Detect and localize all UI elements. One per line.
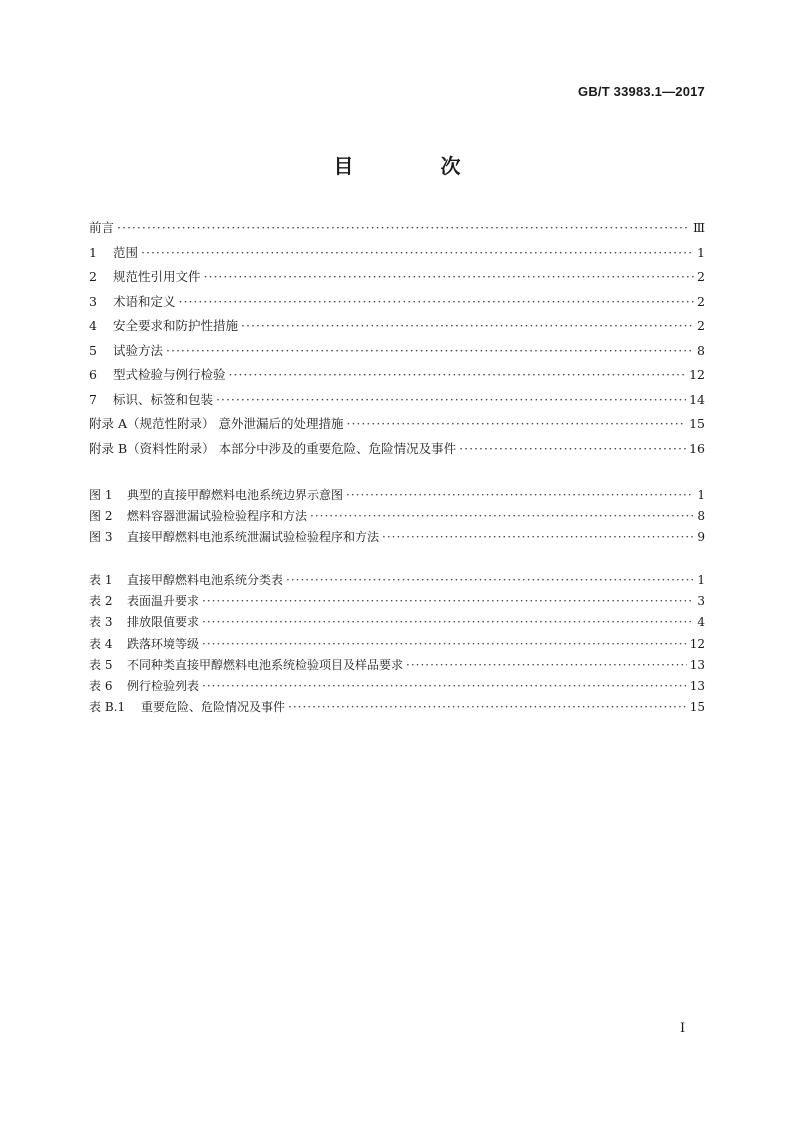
toc-entry-number: 表 6 xyxy=(89,678,113,693)
toc-entry-text: 表面温升要求 xyxy=(127,594,200,609)
toc-entry-number: 图 2 xyxy=(89,509,113,524)
toc-entry-page: 2 xyxy=(697,269,705,284)
toc-entry[interactable] xyxy=(89,390,705,415)
toc-entry-number: 表 3 xyxy=(89,615,113,630)
toc-entry-label xyxy=(89,292,176,310)
toc-entry[interactable] xyxy=(89,507,705,528)
toc-leader-dots xyxy=(406,658,687,672)
toc-entry-text: 典型的直接甲醇燃料电池系统边界示意图 xyxy=(127,488,344,502)
toc-entry-label xyxy=(89,507,307,524)
toc-entry-text: 直接甲醇燃料电池系统分类表 xyxy=(127,573,284,587)
toc-leader-dots xyxy=(382,530,694,544)
toc-entry-number: 表 1 xyxy=(89,573,113,587)
toc-entry-page: 1 xyxy=(697,244,705,260)
toc-entry-text: 标识、标签和包装 xyxy=(113,391,214,407)
toc-main-list xyxy=(89,218,705,463)
toc-leader-dots xyxy=(310,509,694,523)
toc-entry-page: 15 xyxy=(689,700,705,715)
toc-entry-number: 表 5 xyxy=(89,657,113,672)
toc-leader-dots xyxy=(241,318,694,333)
toc-entry-text: 安全要求和防护性措施 xyxy=(113,318,239,333)
toc-leader-dots xyxy=(459,441,686,456)
toc-leader-dots xyxy=(166,343,694,358)
toc-leader-dots xyxy=(117,220,690,235)
toc-entry-text: 直接甲醇燃料电池系统泄漏试验检验程序和方法 xyxy=(127,530,380,545)
toc-figures-list xyxy=(89,486,705,550)
toc-entry-number: 1 xyxy=(89,244,97,260)
toc-entry-label xyxy=(89,218,114,236)
toc-entry-text: 范围 xyxy=(113,244,139,260)
toc-entry-page: 13 xyxy=(689,678,705,693)
toc-entry-label xyxy=(89,656,403,673)
standard-number: GB/T 33983.1—2017 xyxy=(578,84,705,99)
toc-entry-page: 2 xyxy=(697,293,705,309)
toc-entry[interactable] xyxy=(89,571,705,592)
toc-entry-text: 前言 xyxy=(89,220,115,235)
toc-entry-number: 图 3 xyxy=(89,530,113,545)
toc-entry-page: 8 xyxy=(697,509,705,524)
toc-entry-page: 4 xyxy=(697,615,705,630)
toc-entry-text: 型式检验与例行检验 xyxy=(113,367,226,382)
toc-entry[interactable] xyxy=(89,592,705,613)
toc-entry[interactable] xyxy=(89,341,705,366)
toc-entry-text: 重要危险、危险情况及事件 xyxy=(141,700,286,715)
toc-entry-label xyxy=(89,316,238,334)
toc-tables-list xyxy=(89,571,705,719)
toc-entry-label xyxy=(89,592,199,609)
toc-entry-label xyxy=(89,390,213,408)
toc-entry[interactable] xyxy=(89,656,705,677)
toc-entry-number: 4 xyxy=(89,318,97,333)
toc-entry-label xyxy=(89,243,138,261)
toc-entry-label xyxy=(89,613,199,630)
toc-entry[interactable] xyxy=(89,267,705,292)
toc-entry-text: 排放限值要求 xyxy=(127,615,200,630)
toc-entry-text: 术语和定义 xyxy=(113,293,176,309)
toc-entry-label xyxy=(89,528,379,545)
toc-entry-label xyxy=(89,439,456,457)
toc-entry-page: 9 xyxy=(697,530,705,545)
toc-leader-dots xyxy=(202,615,694,629)
toc-entry-label xyxy=(89,635,199,652)
toc-entry-page: 3 xyxy=(697,594,705,609)
toc-entry-page: 2 xyxy=(697,318,705,333)
toc-entry-label xyxy=(89,414,343,432)
toc-entry-text: 附录 A（规范性附录） 意外泄漏后的处理措施 xyxy=(89,416,344,431)
toc-entry-number: 7 xyxy=(89,391,97,407)
toc-leader-dots xyxy=(204,269,694,284)
toc-leader-dots xyxy=(288,700,687,714)
toc-entry-number: 表 2 xyxy=(89,594,113,609)
toc-leader-dots xyxy=(216,392,686,407)
toc-entry[interactable] xyxy=(89,292,705,317)
toc-entry[interactable] xyxy=(89,439,705,464)
toc-entry-number: 6 xyxy=(89,367,97,382)
toc-entry-page: 8 xyxy=(697,342,705,358)
page-title: 目 次 xyxy=(333,154,501,178)
toc-entry[interactable] xyxy=(89,365,705,390)
toc-leader-dots xyxy=(286,573,694,587)
toc-entry-text: 附录 B（资料性附录） 本部分中涉及的重要危险、危险情况及事件 xyxy=(89,440,457,456)
toc-entry[interactable] xyxy=(89,218,705,243)
toc-entry[interactable] xyxy=(89,528,705,549)
toc-leader-dots xyxy=(202,637,687,651)
toc-entry-label xyxy=(89,267,201,285)
toc-entry-number: 5 xyxy=(89,342,97,358)
page-number: I xyxy=(680,1021,686,1036)
toc-entry-text: 试验方法 xyxy=(113,342,164,358)
toc-entry[interactable] xyxy=(89,698,705,719)
toc-entry-page: Ⅲ xyxy=(692,220,705,235)
toc-entry-number: 表 4 xyxy=(89,636,113,651)
toc-entry[interactable] xyxy=(89,486,705,507)
toc-entry[interactable] xyxy=(89,677,705,698)
toc-entry[interactable] xyxy=(89,243,705,268)
toc-entry-number: 图 1 xyxy=(89,488,113,502)
toc-entry-number: 2 xyxy=(89,269,97,284)
toc-entry-page: 12 xyxy=(689,636,705,651)
toc-entry-label xyxy=(89,571,283,588)
toc-entry[interactable] xyxy=(89,613,705,634)
toc-entry-label xyxy=(89,486,343,503)
toc-entry-page: 14 xyxy=(689,391,705,407)
toc-leader-dots xyxy=(141,245,694,260)
toc-leader-dots xyxy=(346,416,686,431)
toc-entry[interactable] xyxy=(89,414,705,439)
toc-entry-label xyxy=(89,341,163,359)
toc-entry-text: 规范性引用文件 xyxy=(113,269,201,284)
toc-leader-dots xyxy=(229,367,687,382)
toc-leader-dots xyxy=(202,594,694,608)
toc-entry[interactable] xyxy=(89,635,705,656)
toc-leader-dots xyxy=(179,294,694,309)
toc-entry-text: 例行检验列表 xyxy=(127,678,200,693)
toc-entry-page: 1 xyxy=(697,573,705,587)
toc-entry-page: 16 xyxy=(689,440,705,456)
toc-entry-number: 表 B.1 xyxy=(89,700,126,715)
toc-entry-page: 15 xyxy=(689,416,705,431)
toc-entry-label xyxy=(89,698,285,715)
toc-entry-page: 1 xyxy=(697,488,705,502)
toc-leader-dots xyxy=(202,679,687,693)
toc-leader-dots xyxy=(346,488,694,502)
toc-entry-text: 燃料容器泄漏试验检验程序和方法 xyxy=(127,509,308,524)
toc-entry[interactable] xyxy=(89,316,705,341)
toc-entry-number: 3 xyxy=(89,293,97,309)
toc-entry-text: 不同种类直接甲醇燃料电池系统检验项目及样品要求 xyxy=(127,657,404,672)
toc-entry-text: 跌落环境等级 xyxy=(127,636,200,651)
toc-entry-page: 13 xyxy=(689,657,705,672)
toc-entry-label xyxy=(89,677,199,694)
toc-entry-label xyxy=(89,365,226,383)
toc-entry-page: 12 xyxy=(689,367,705,382)
